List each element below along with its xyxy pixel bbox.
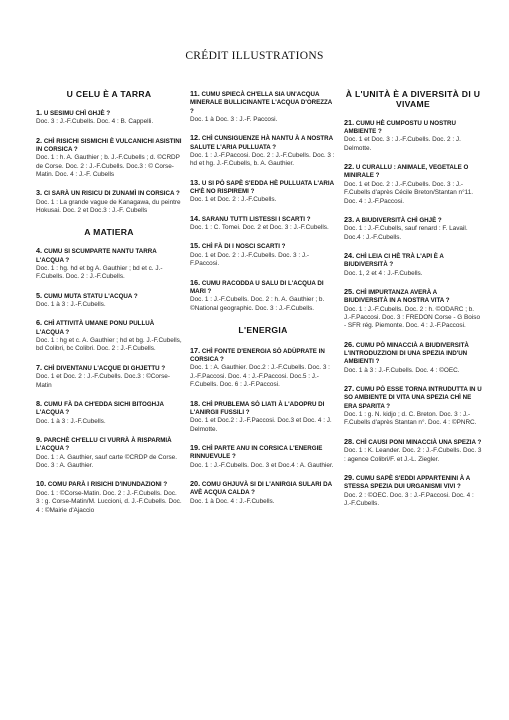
item-credit: Doc. 1 et Doc. 2 : J.-F.Cubells. Doc.3 : ©Corse-Matin [36,373,170,389]
credit-item [36,137,182,180]
item-question: CHÌ RISICHI SISMICHI È VULCANICHI ASISTINI IN CORSICA ? [36,137,182,153]
credit-item [344,438,482,464]
item-number: 12. [190,133,201,143]
item-credit: Doc. 1 : A. Gauthier, sauf carte ©CRDP de Corse. Doc. 3 : A. Gauthier. [36,453,177,469]
item-credit: Doc. 1 à Doc. 4 : J.-F.Cubells. [190,497,275,505]
item-number: 28. [344,436,355,446]
item-credit: Doc. 1 à Doc. 3 : J.-F. Paccosi. [190,115,278,123]
item-question: CUMU RACODDA U SALU DI L'ACQUA DI MARI ? [190,279,324,295]
credit-item [36,247,182,281]
item-number: 1. [36,107,43,117]
credit-item [344,216,482,242]
item-question: CUMU SI SCUMPARTE NANTU TARRA L'ACQUA ? [36,248,157,264]
item-question: U SESIMU CHÌ GHJÈ ? [43,109,111,117]
item-number: 10. [36,479,47,489]
column-2 [190,90,336,516]
item-number: 16. [190,277,201,287]
item-number: 9. [36,435,43,444]
item-number: 17. [190,345,201,355]
item-question: COMU PARÀ I RISICHI D'INUNDAZIONI ? [47,481,168,489]
item-credit: Doc. 1 à 3 : J.-F.Cubells. [36,301,106,309]
item-credit: Doc. 3 : J.-F.Cubells. Doc. 4 : B. Cappelli. [36,118,154,126]
item-question: CUMU SAPÈ S'EDDI APPARTENINI À A STESSA SPEZIA DUI URGANISMI VIVI ? [344,475,471,491]
item-credit: Doc. 1 et Doc. 2 : J.-F.Cubells. Doc. 3 : J.-F.Cubells d'après Cécile Breton/Stantan n°11. Doc. 4 : J.-F.Paccosi. [344,180,474,205]
item-question: SARANU TUTTI LISTESSI I SCARTI ? [201,215,311,223]
item-number: 27. [344,384,355,394]
credit-item [344,341,482,375]
item-question: CUMU HÈ CUMPOSTU U NOSTRU AMBIENTE ? [344,119,456,136]
item-credit: Doc. 2 : ©OEC. Doc. 3 : J.-F.Paccosi. Doc. 4 : J.-F.Cubells. [344,491,474,507]
item-credit: Doc. 1 : K. Leander. Doc. 2 : J.-F.Cubells. Doc. 3 : agence Colibri/F. et J.-L. Ziegler. [344,447,482,463]
credit-item [344,252,482,278]
item-credit: Doc. 1 : h. A. Gauthier ; b. J.-F.Cubells ; d. ©CRDP de Corse. Doc. 2 : J.-F.Cubells. Doc.3 : © Corse-Matin. Doc. 4 : J.-F. Cubells [36,154,180,178]
item-number: 29. [344,473,355,482]
credit-item [190,179,336,205]
credit-item [190,400,336,434]
item-question: CUMU PÒ MINACCIÀ A BIUDIVERSITÀ L'INTRODUZZIONI DI UNA SPEZIA IND'UN AMBIENTI ? [344,341,469,366]
item-number: 23. [344,214,355,224]
credit-item [344,163,482,206]
section-heading: A MATIERA [84,226,134,237]
item-number: 11. [190,89,200,98]
item-question: CHÌ DIVENTANU L'ACQUE DI GHJETTU ? [43,364,166,372]
item-question: CHÌ LEIA CI HÈ TRÀ L'API È A BIUDIVERSITÀ ? [344,253,444,269]
section-heading: À L'UNITÀ È A DIVERSITÀ DI U VIVAME [345,89,481,109]
item-number: 26. [344,339,355,349]
item-question: CUMU SPIECÀ CH'ELLA SIA UN'ACQUA MINERALE BULLICINANTE L'ACQUA D'OREZZA ? [190,91,333,115]
item-number: 14. [190,213,201,223]
item-question: CHÌ FONTE D'ENERGIA SÒ ADÙPRATE IN CORSICA ? [190,347,325,364]
item-number: 22. [344,162,355,172]
item-question: CHÌ PRUBLEMA SÒ LIATI À L'ADOPRU DI L'ANIRGII FUSSILI ? [190,400,325,416]
item-credit: Doc. 1 : hg. hd et bg A. Gauthier ; bd et c. J.-F.Cubells. Doc. 2 : J.-F.Cubells. [36,264,163,281]
credit-item [36,189,182,215]
credit-item [190,90,336,124]
page-title: CRÉDIT ILLUSTRATIONS [185,50,324,62]
credit-item [344,474,482,508]
credit-item [190,242,336,268]
credit-item [344,288,482,331]
item-question: CHÌ FÀ DI I NOSCI SCARTI ? [201,243,286,251]
item-number: 21. [344,117,355,127]
item-question: U SI PÒ SAPÈ S'EDDA HÈ PULLUATA L'ARIA CH'È NO RISPIREMI ? [190,179,334,195]
item-number: 25. [344,287,355,297]
credit-item [36,109,182,127]
credit-item [36,319,182,353]
column-1 [36,90,182,525]
credit-item [36,436,182,470]
item-number: 15. [190,241,201,251]
item-question: CUMU MUTA STATU L'ACQUA ? [43,292,138,300]
credit-item [190,215,336,233]
item-question: CI SARÀ UN RISICU DI ZUNAMÌ IN CORSICA ? [43,190,180,198]
item-question: U CURALLU : ANIMALE, VEGETALE O MINIRALE ? [344,164,469,180]
item-credit: Doc. 1 et Doc. 2 : J.-F.Cubells. [190,196,277,204]
item-number: 13. [190,177,201,187]
item-number: 8. [36,399,43,408]
item-credit: Doc. 1 : A. Gauthier. Doc.2 : J.-F.Cubells. Doc. 3 : J.-F.Paccosi. Doc. 4 : J.-F.Paccosi. Doc.5 : J.-F.Cubells. Doc. 6 : J.-F.Paccosi. [190,364,330,389]
item-credit: Doc. 1 : C. Tomei. Doc. 2 et Doc. 3 : J.-F.Cubells. [190,224,329,231]
item-credit: Doc. 1 : J.-F.Cubells, sauf renard : F. Lavail. Doc.4 : J.-F.Cubells. [344,225,468,241]
item-credit: Doc. 1 : J.-F.Cubells. Doc. 2 : h. A. Gauthier ; b. ©National geographic. Doc. 3 : J.-F.Cubells. [190,296,325,312]
item-question: CUMU FÀ DA CH'EDDA SICHI BITOGHJA L'ACQUA ? [36,401,164,417]
credit-item [190,347,336,390]
item-question: CHÌ PARTE ANU IN CORSICA L'ENERGIE RINNUEVULE ? [190,445,323,461]
item-number: 20. [190,479,201,489]
item-number: 2. [36,135,43,145]
item-number: 5. [36,290,43,300]
item-question: CUMU PÒ ESSE TORNA INTRUDUTTA IN U SO AMBIENTE DI VITA UNA SPEZIA CHÌ NE ERA SPARITA ? [344,386,482,410]
item-question: PARCHÈ CH'ELLU CI VURRÀ À RISPARMIÀ L'ACQUA ? [36,437,172,453]
item-credit: Doc. 1 et Doc.2 : J.-F.Paccosi. Doc.3 et Doc. 4 : J. Delmotte. [190,417,332,433]
credit-item [36,364,182,390]
item-credit: Doc. 1 : La grande vague de Kanagawa, du peintre Hokusai. Doc. 2 et Doc.3 : J.-F. Cubells [36,198,181,215]
item-credit: Doc. 1 : g. N. kidjo ; d. C. Breton. Doc. 3 : J.-F.Cubells d'après Stantan n°. Doc. 4 : ©PNRC. [344,411,477,427]
credit-item [190,444,336,470]
item-credit: Doc. 1 : J.-F.Cubells. Doc. 3 et Doc.4 : A. Gauthier. [190,461,334,469]
item-question: CHÌ IMPURTANZA AVERÀ A BIUDIVERSITÀ IN A NOSTRA VITA ? [344,289,450,305]
item-question: CHÌ ATTIVITÀ UMANE PONU PULLUÀ L'ACQUA ? [36,320,155,336]
item-number: 24. [344,251,355,261]
credit-item [344,119,482,153]
item-credit: Doc. 1 à 3 : J.-F.Cubells. Doc. 4 : ©OEC. [344,366,460,374]
credit-item [36,480,182,515]
item-credit: Doc. 1 et Doc. 3 : J.-F.Cubells. Doc. 2 : J. Delmotte. [344,136,461,152]
item-credit: Doc. 1 : hg et c. A. Gauthier ; hd et bg. J.-F.Cubells, bd Colibri, bc Colibri. Doc. 2 : J.-F.Cubells. [36,337,182,353]
item-number: 6. [36,318,43,328]
item-credit: Doc. 1 à 3 : J.-F.Cubells. [36,417,106,425]
item-credit: Doc. 1 : J.-F.Paccosi. Doc. 2 : J.-F.Cubells. Doc. 3 : hd et hg. J.-F.Cubells, b. A. Gauthier. [190,151,335,168]
credit-item [36,292,182,310]
item-question: CHÌ CUNSIGUENZE HÀ NANTU À A NOSTRA SALUTE L'ARIA PULLUATA ? [190,135,333,151]
credit-item [344,385,482,428]
item-number: 7. [36,362,43,372]
item-credit: Doc. 1, 2 et 4 : J.-F.Cubells. [344,269,423,277]
item-number: 19. [190,443,201,453]
credit-item [190,279,336,313]
item-number: 3. [36,188,43,198]
section-heading: L'ENERGIA [238,324,288,335]
credit-item [190,134,336,168]
item-question: COMU GHJUVÀ SI DI L'ANIRGIA SULARI DA AVÈ ACQUA CALDA ? [190,481,332,497]
column-3 [344,90,482,518]
item-number: 18. [190,398,201,408]
item-question: CHÌ CAUSI PONI MINACCIÀ UNA SPEZIA ? [355,438,482,446]
item-question: A BIUDIVERSITÀ CHÌ GHJÈ ? [355,216,442,224]
item-credit: Doc. 1 et Doc. 2 : J.-F.Cubells. Doc. 3 : J.-F.Paccosi. [190,251,309,268]
item-credit: Doc. 1 : ©Corse-Matin. Doc. 2 : J.-F.Cubells. Doc. 3 : g. Corse-Matin/M. Luccioni, d. J.-F.Cubells. Doc. 4 : ©Mairie d'Ajaccio [36,489,182,514]
item-credit: Doc. 1 : J.-F.Cubells. Doc. 2 : h. ©ODARC ; b. J.-F.Paccosi. Doc. 3 : FREDON Corse - G Boiso - SFR rég. Piemonte. Doc. 4 : J.-F.Paccosi. [344,305,481,330]
credit-item [36,400,182,426]
section-heading: U CELU È A TARRA [66,89,152,99]
credit-item [190,480,336,506]
item-number: 4. [36,246,43,256]
